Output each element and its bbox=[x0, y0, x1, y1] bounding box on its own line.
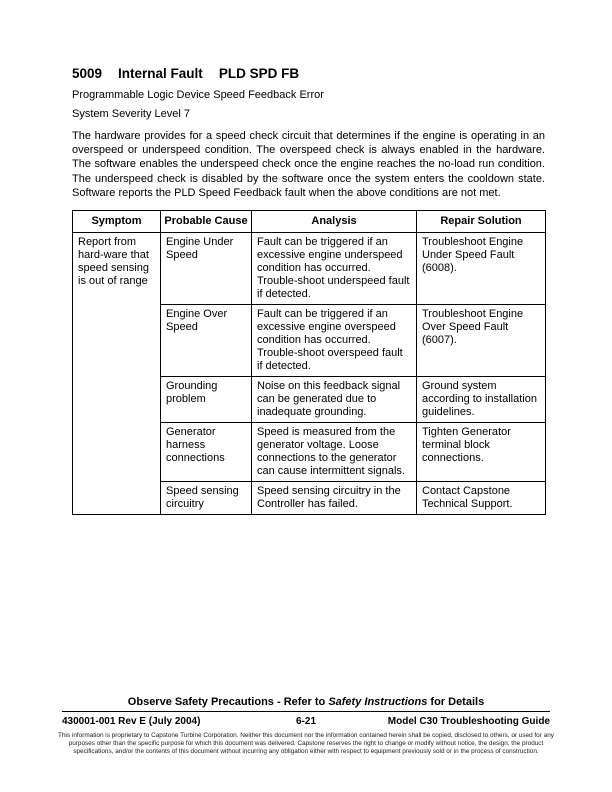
page-content bbox=[72, 66, 545, 515]
severity-level: System Severity Level 7 bbox=[72, 108, 190, 120]
document-number: 430001-001 Rev E (July 2004) bbox=[62, 716, 201, 727]
troubleshooting-table bbox=[72, 210, 546, 515]
safety-notice-prefix: Observe Safety Precautions - Refer to bbox=[127, 696, 329, 708]
safety-notice-suffix: for Details bbox=[427, 696, 485, 708]
cause-cell: Speed sensing circuitry bbox=[161, 482, 252, 515]
header-probable-cause: Probable Cause bbox=[161, 211, 252, 233]
table-header bbox=[73, 211, 546, 233]
safety-instructions-reference: Safety Instructions bbox=[328, 696, 428, 708]
analysis-cell: Fault can be triggered if an excessive engine underspeed condition has occurred. Trouble-shoot underspeed fault if detected. bbox=[252, 233, 417, 305]
proprietary-notice: This information is proprietary to Capstone Turbine Corporation. Neither this document nor the information contained herein shall be copied, disclosed to others, or used for any purposes other than the specific purpose for which this document was delivered. Capstone reserves the right to change or modify without notice, the design, the product specifications, and/or the contents of this document without incurring any obligation either with respect to equipment previously sold or in the process of construction. bbox=[58, 732, 554, 755]
fault-description: The hardware provides for a speed check circuit that determines if the engine is operating in an overspeed or underspeed condition. The overspeed check is always enabled in the hardware. The software enables the underspeed check once the engine reaches the no-load run condition. The underspeed check is disabled by the software once the system enters the cooldown state. Software reports the PLD Speed Feedback fault when the above conditions are not met. bbox=[72, 130, 545, 199]
repair-cell: Troubleshoot Engine Over Speed Fault (6007). bbox=[417, 305, 546, 377]
cause-cell: Grounding problem bbox=[161, 377, 252, 423]
cause-cell: Engine Under Speed bbox=[161, 233, 252, 305]
analysis-cell: Speed sensing circuitry in the Controller has failed. bbox=[252, 482, 417, 515]
footer-row bbox=[62, 716, 550, 728]
document-title: Model C30 Troubleshooting Guide bbox=[387, 716, 550, 727]
repair-cell: Contact Capstone Technical Support. bbox=[417, 482, 546, 515]
analysis-cell: Noise on this feedback signal can be generated due to inadequate grounding. bbox=[252, 377, 417, 423]
table-body bbox=[73, 233, 546, 515]
header-repair-solution: Repair Solution bbox=[417, 211, 546, 233]
fault-code: 5009 bbox=[72, 66, 103, 81]
symptom-cell: Report from hard-ware that speed sensing is out of range bbox=[73, 233, 161, 515]
page-number: 6-21 bbox=[295, 716, 316, 727]
footer-divider bbox=[62, 711, 550, 712]
fault-category: Internal Fault bbox=[118, 66, 203, 81]
cause-cell: Engine Over Speed bbox=[161, 305, 252, 377]
analysis-cell: Fault can be triggered if an excessive engine overspeed condition has occurred. Trouble-shoot overspeed fault if detected. bbox=[252, 305, 417, 377]
cause-cell: Generator harness connections bbox=[161, 423, 252, 482]
table-row bbox=[73, 233, 546, 305]
table-header-row bbox=[73, 211, 546, 233]
analysis-cell: Speed is measured from the generator voltage. Loose connections to the generator can cause intermittent signals. bbox=[252, 423, 417, 482]
header-symptom: Symptom bbox=[73, 211, 161, 233]
fault-subtitle: Programmable Logic Device Speed Feedback Error bbox=[72, 89, 324, 101]
repair-cell: Ground system according to installation guidelines. bbox=[417, 377, 546, 423]
fault-title bbox=[72, 66, 545, 81]
fault-name: PLD SPD FB bbox=[218, 66, 300, 81]
repair-cell: Tighten Generator terminal block connections. bbox=[417, 423, 546, 482]
safety-precautions-notice bbox=[62, 696, 550, 709]
header-analysis: Analysis bbox=[252, 211, 417, 233]
repair-cell: Troubleshoot Engine Under Speed Fault (6008). bbox=[417, 233, 546, 305]
